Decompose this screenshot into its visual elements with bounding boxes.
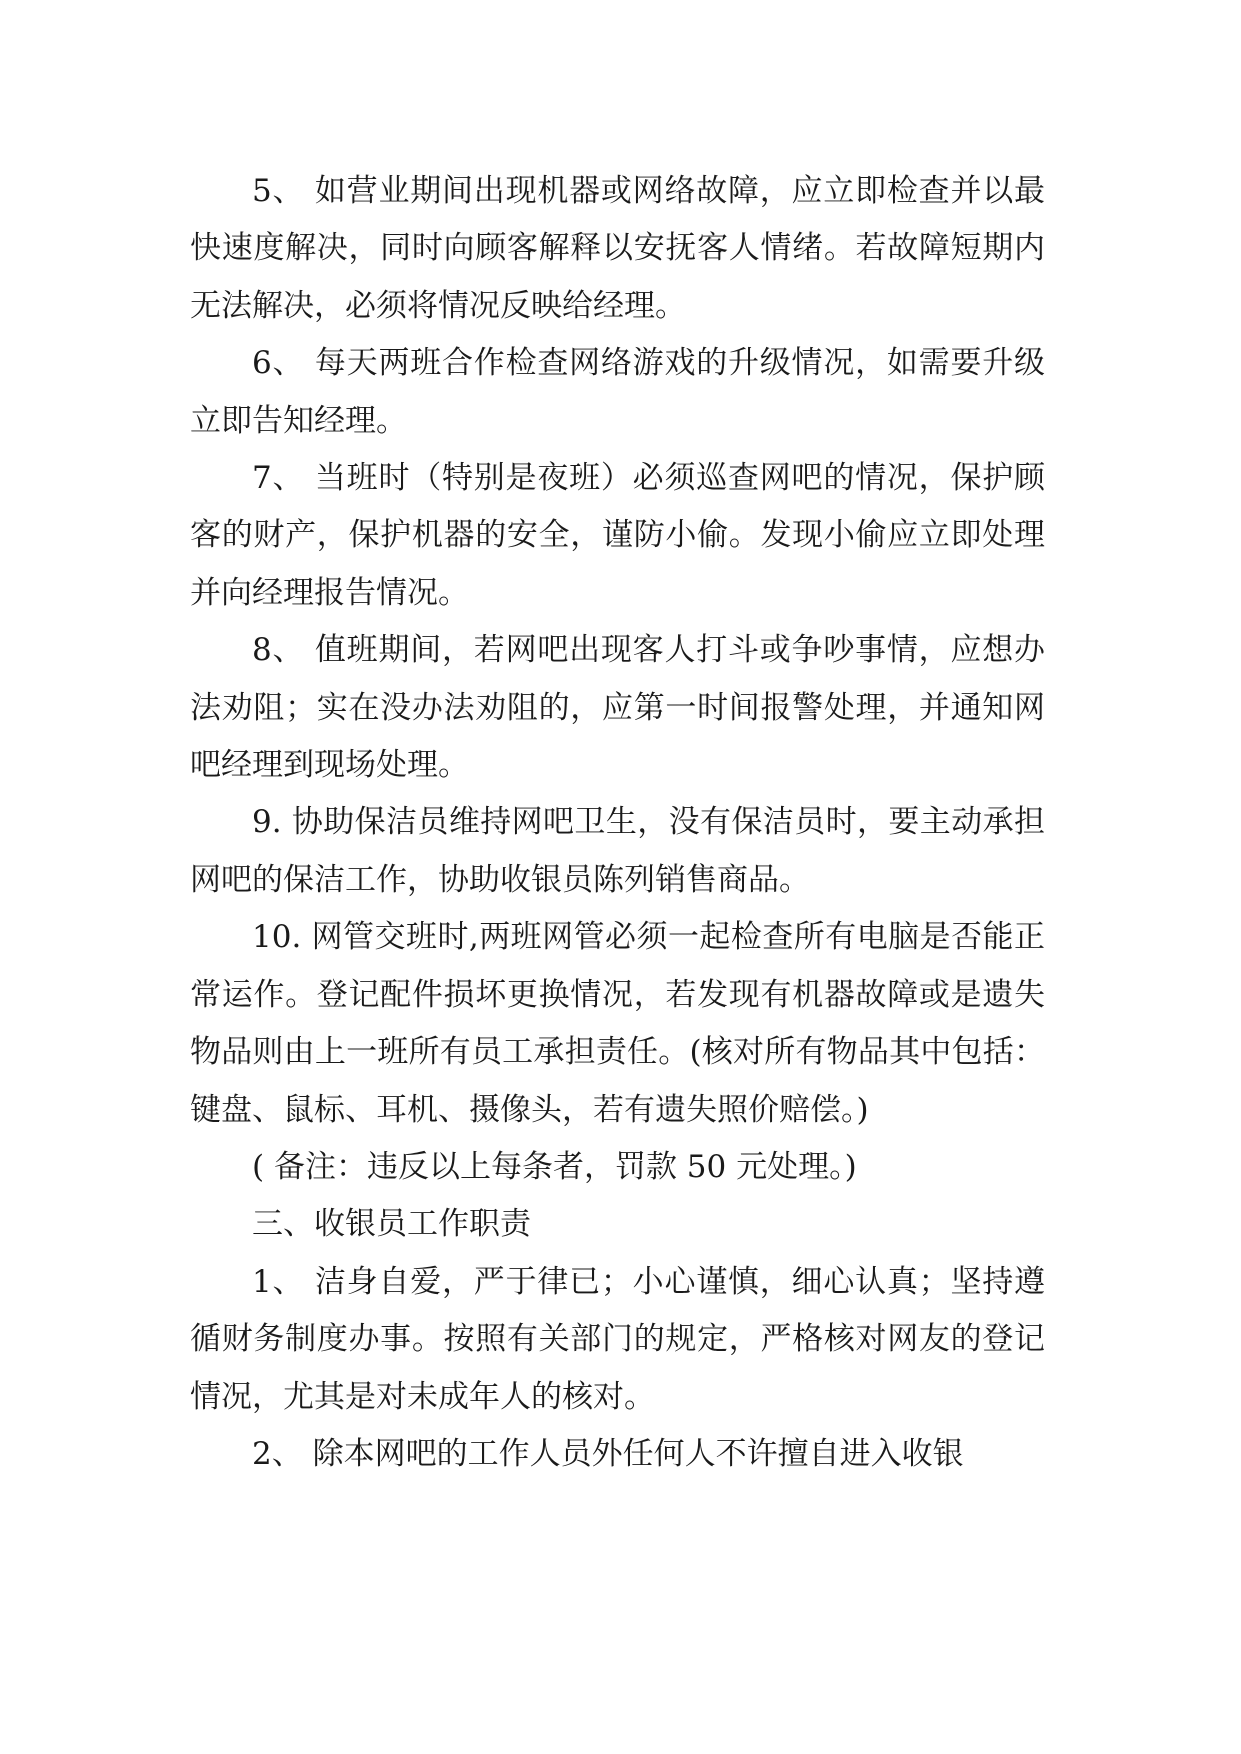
paragraph-item-8: 8、 值班期间，若网吧出现客人打斗或争吵事情，应想办法劝阻；实在没办法劝阻的，应第一时间报警处理，并通知网吧经理到现场处理。 bbox=[190, 632, 1045, 784]
paragraph-cashier-1: 1、 洁身自爱，严于律已；小心谨慎，细心认真；坚持遵循财务制度办事。按照有关部门的规定，严格核对网友的登记情况，尤其是对未成年人的核对。 bbox=[190, 1263, 1045, 1415]
paragraph-item-7: 7、 当班时（特别是夜班）必须巡查网吧的情况，保护顾客的财产，保护机器的安全，谨防小偷。发现小偷应立即处理并向经理报告情况。 bbox=[190, 460, 1045, 611]
document-page bbox=[190, 163, 1045, 1483]
paragraph-item-5: 5、 如营业期间出现机器或网络故障，应立即检查并以最快速度解决，同时向顾客解释以安抚客人情绪。若故障短期内无法解决，必须将情况反映给经理。 bbox=[190, 173, 1045, 324]
paragraph-item-9: 9. 协助保洁员维持网吧卫生，没有保洁员时，要主动承担网吧的保洁工作，协助收银员陈列销售商品。 bbox=[190, 804, 1045, 898]
paragraph-cashier-2: 2、 除本网吧的工作人员外任何人不许擅自进入收银 bbox=[252, 1435, 964, 1472]
paragraph-item-6: 6、 每天两班合作检查网络游戏的升级情况，如需要升级立即告知经理。 bbox=[190, 345, 1045, 439]
section-heading: 三、收银员工作职责 bbox=[252, 1206, 531, 1243]
paragraph-note: ( 备注：违反以上每条者，罚款 50 元处理。) bbox=[252, 1148, 857, 1185]
paragraph-item-10: 10. 网管交班时,两班网管必须一起检查所有电脑是否能正常运作。登记配件损坏更换情况，若发现有机器故障或是遗失物品则由上一班所有员工承担责任。(核对所有物品其中包括：键盘、鼠标、耳机、摄像头，若有遗失照价赔偿。) bbox=[190, 919, 1045, 1128]
